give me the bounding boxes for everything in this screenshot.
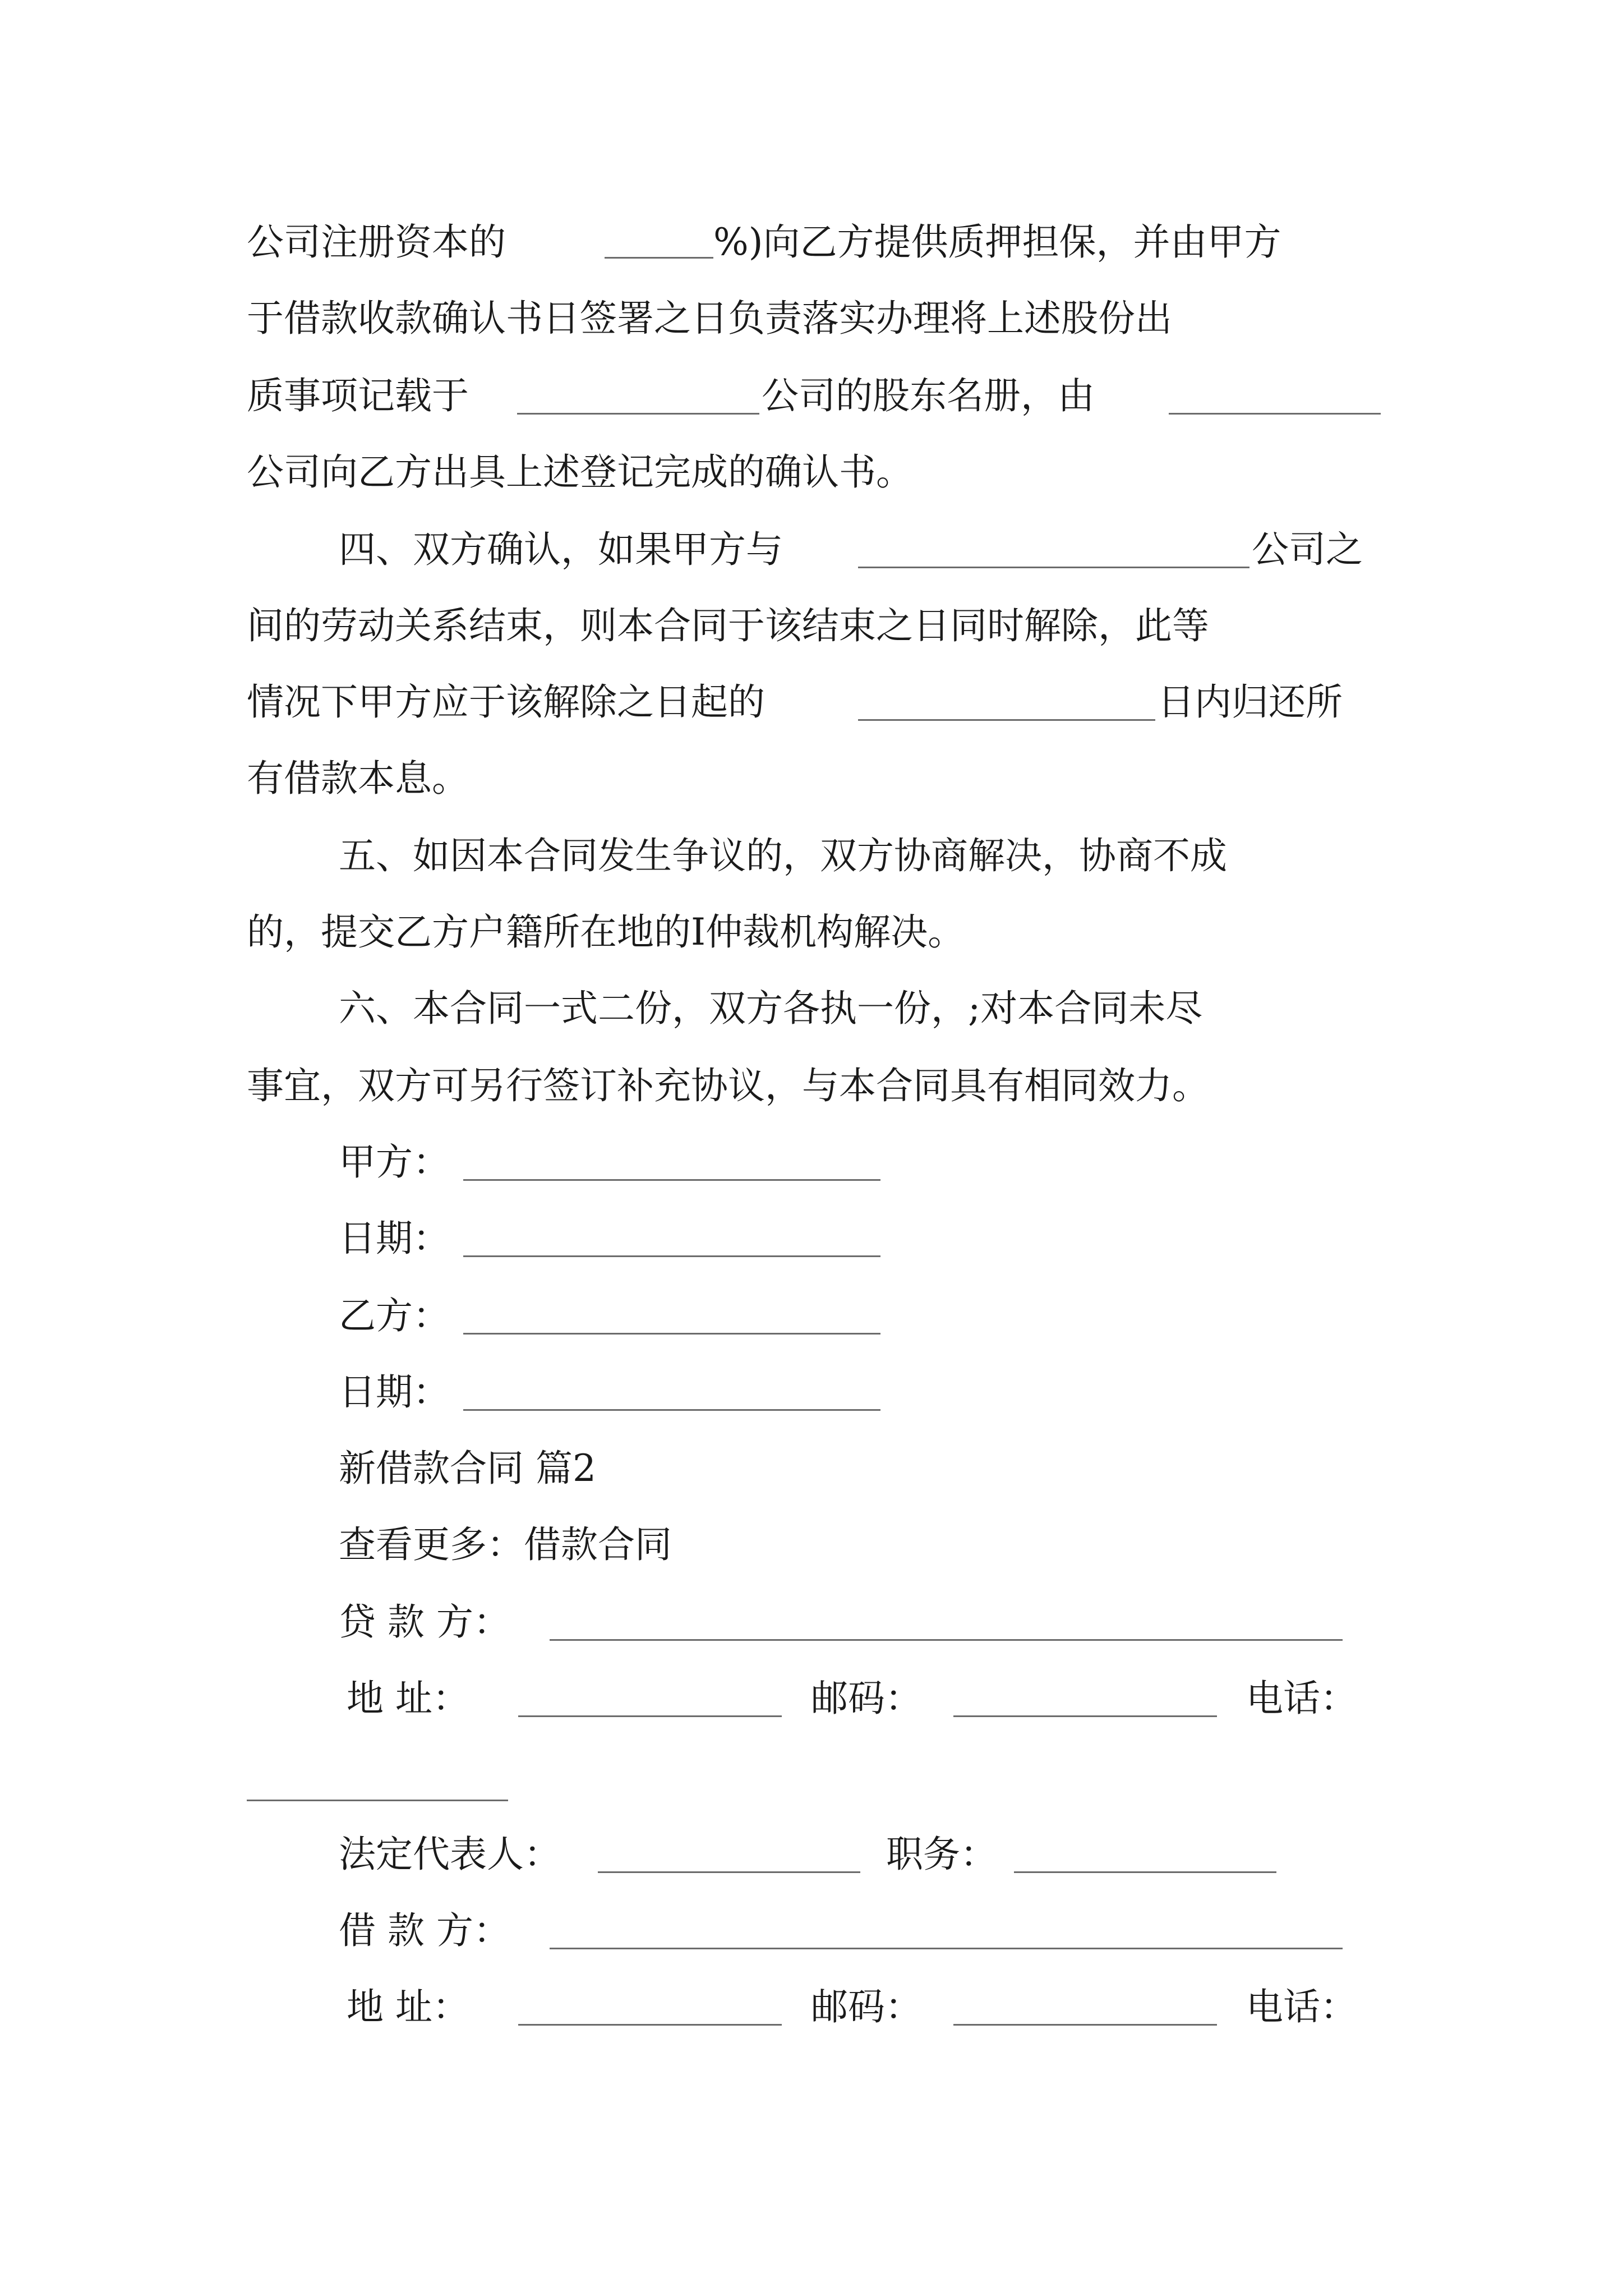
- date-2-blank: [463, 1409, 880, 1411]
- document-page: 公司注册资本的 %)向乙方提供质押担保，并由甲方 于借款收款确认书日签署之日负责落实办理将上述股份出 质事项记载于 公司的股东名册，由 公司向乙方出具上述登记完成的确认书。 四、双方确认，如果甲方与 公司之 间的劳动关系结束，则本合同于该结束之日同时解除，此等 情况下甲方应于该解除之日起的 日内归还所 有借款本息。 五、如因本合同发生争议的，双方协商解决，协商不成 的，提交乙方户籍所在地的I仲裁机构解决。 六、本合同一式二份，双方各执一份，;对本合同未尽 事宜，双方可另行签订补充协议，与本合同具有相同效力。 甲方： 日期： 乙方： 日期： 新借款合同 篇2 查看更多：借款合同 贷 款 方： 地 址： 邮码： 电话： 法定代表人： 职务： 借 款 方： 地 址： 邮码： 电话：: [0, 0, 1623, 2296]
- party-a-label: 甲方：: [339, 1140, 450, 1184]
- repayment-days-blank: [858, 719, 1155, 721]
- date-1-label: 日期：: [339, 1217, 450, 1260]
- legal-rep-label: 法定代表人：: [339, 1833, 561, 1876]
- lender-phone-label: 电话：: [1246, 1677, 1357, 1720]
- lender-postcode-label: 邮码：: [811, 1677, 922, 1720]
- employer-company-blank: [858, 567, 1249, 568]
- party-b-label: 乙方：: [339, 1294, 450, 1337]
- see-more-link[interactable]: 查看更多：借款合同: [339, 1523, 672, 1566]
- borrower-label: 借 款 方：: [339, 1909, 510, 1952]
- position-label: 职务：: [886, 1833, 997, 1876]
- lender-address-blank: [518, 1715, 782, 1717]
- clause3-line1-end: %)向乙方提供质押担保，并由甲方: [713, 220, 1281, 264]
- clause3-line1-start: 公司注册资本的: [247, 220, 506, 264]
- borrower-postcode-blank: [953, 2024, 1217, 2026]
- borrower-address-label: 地 址：: [347, 1985, 469, 2028]
- register-company-blank: [517, 413, 759, 415]
- lender-postcode-blank: [953, 1715, 1217, 1717]
- borrower-phone-label: 电话：: [1246, 1985, 1357, 2028]
- lender-label: 贷 款 方：: [339, 1600, 510, 1644]
- capital-percent-blank: [605, 257, 713, 259]
- party-a-blank: [463, 1179, 880, 1181]
- position-blank: [1014, 1871, 1276, 1873]
- party-b-blank: [463, 1333, 880, 1335]
- lender-name-blank: [550, 1639, 1343, 1641]
- lender-phone-blank: [247, 1800, 508, 1801]
- date-1-blank: [463, 1255, 880, 1257]
- section2-title: 新借款合同 篇2: [339, 1447, 596, 1490]
- date-2-label: 日期：: [339, 1370, 450, 1414]
- borrower-postcode-label: 邮码：: [811, 1985, 922, 2028]
- borrower-name-blank: [550, 1948, 1343, 1949]
- legal-rep-blank: [598, 1871, 860, 1873]
- issuing-company-blank: [1169, 413, 1381, 415]
- borrower-address-blank: [518, 2024, 782, 2026]
- lender-address-label: 地 址：: [347, 1677, 469, 1720]
